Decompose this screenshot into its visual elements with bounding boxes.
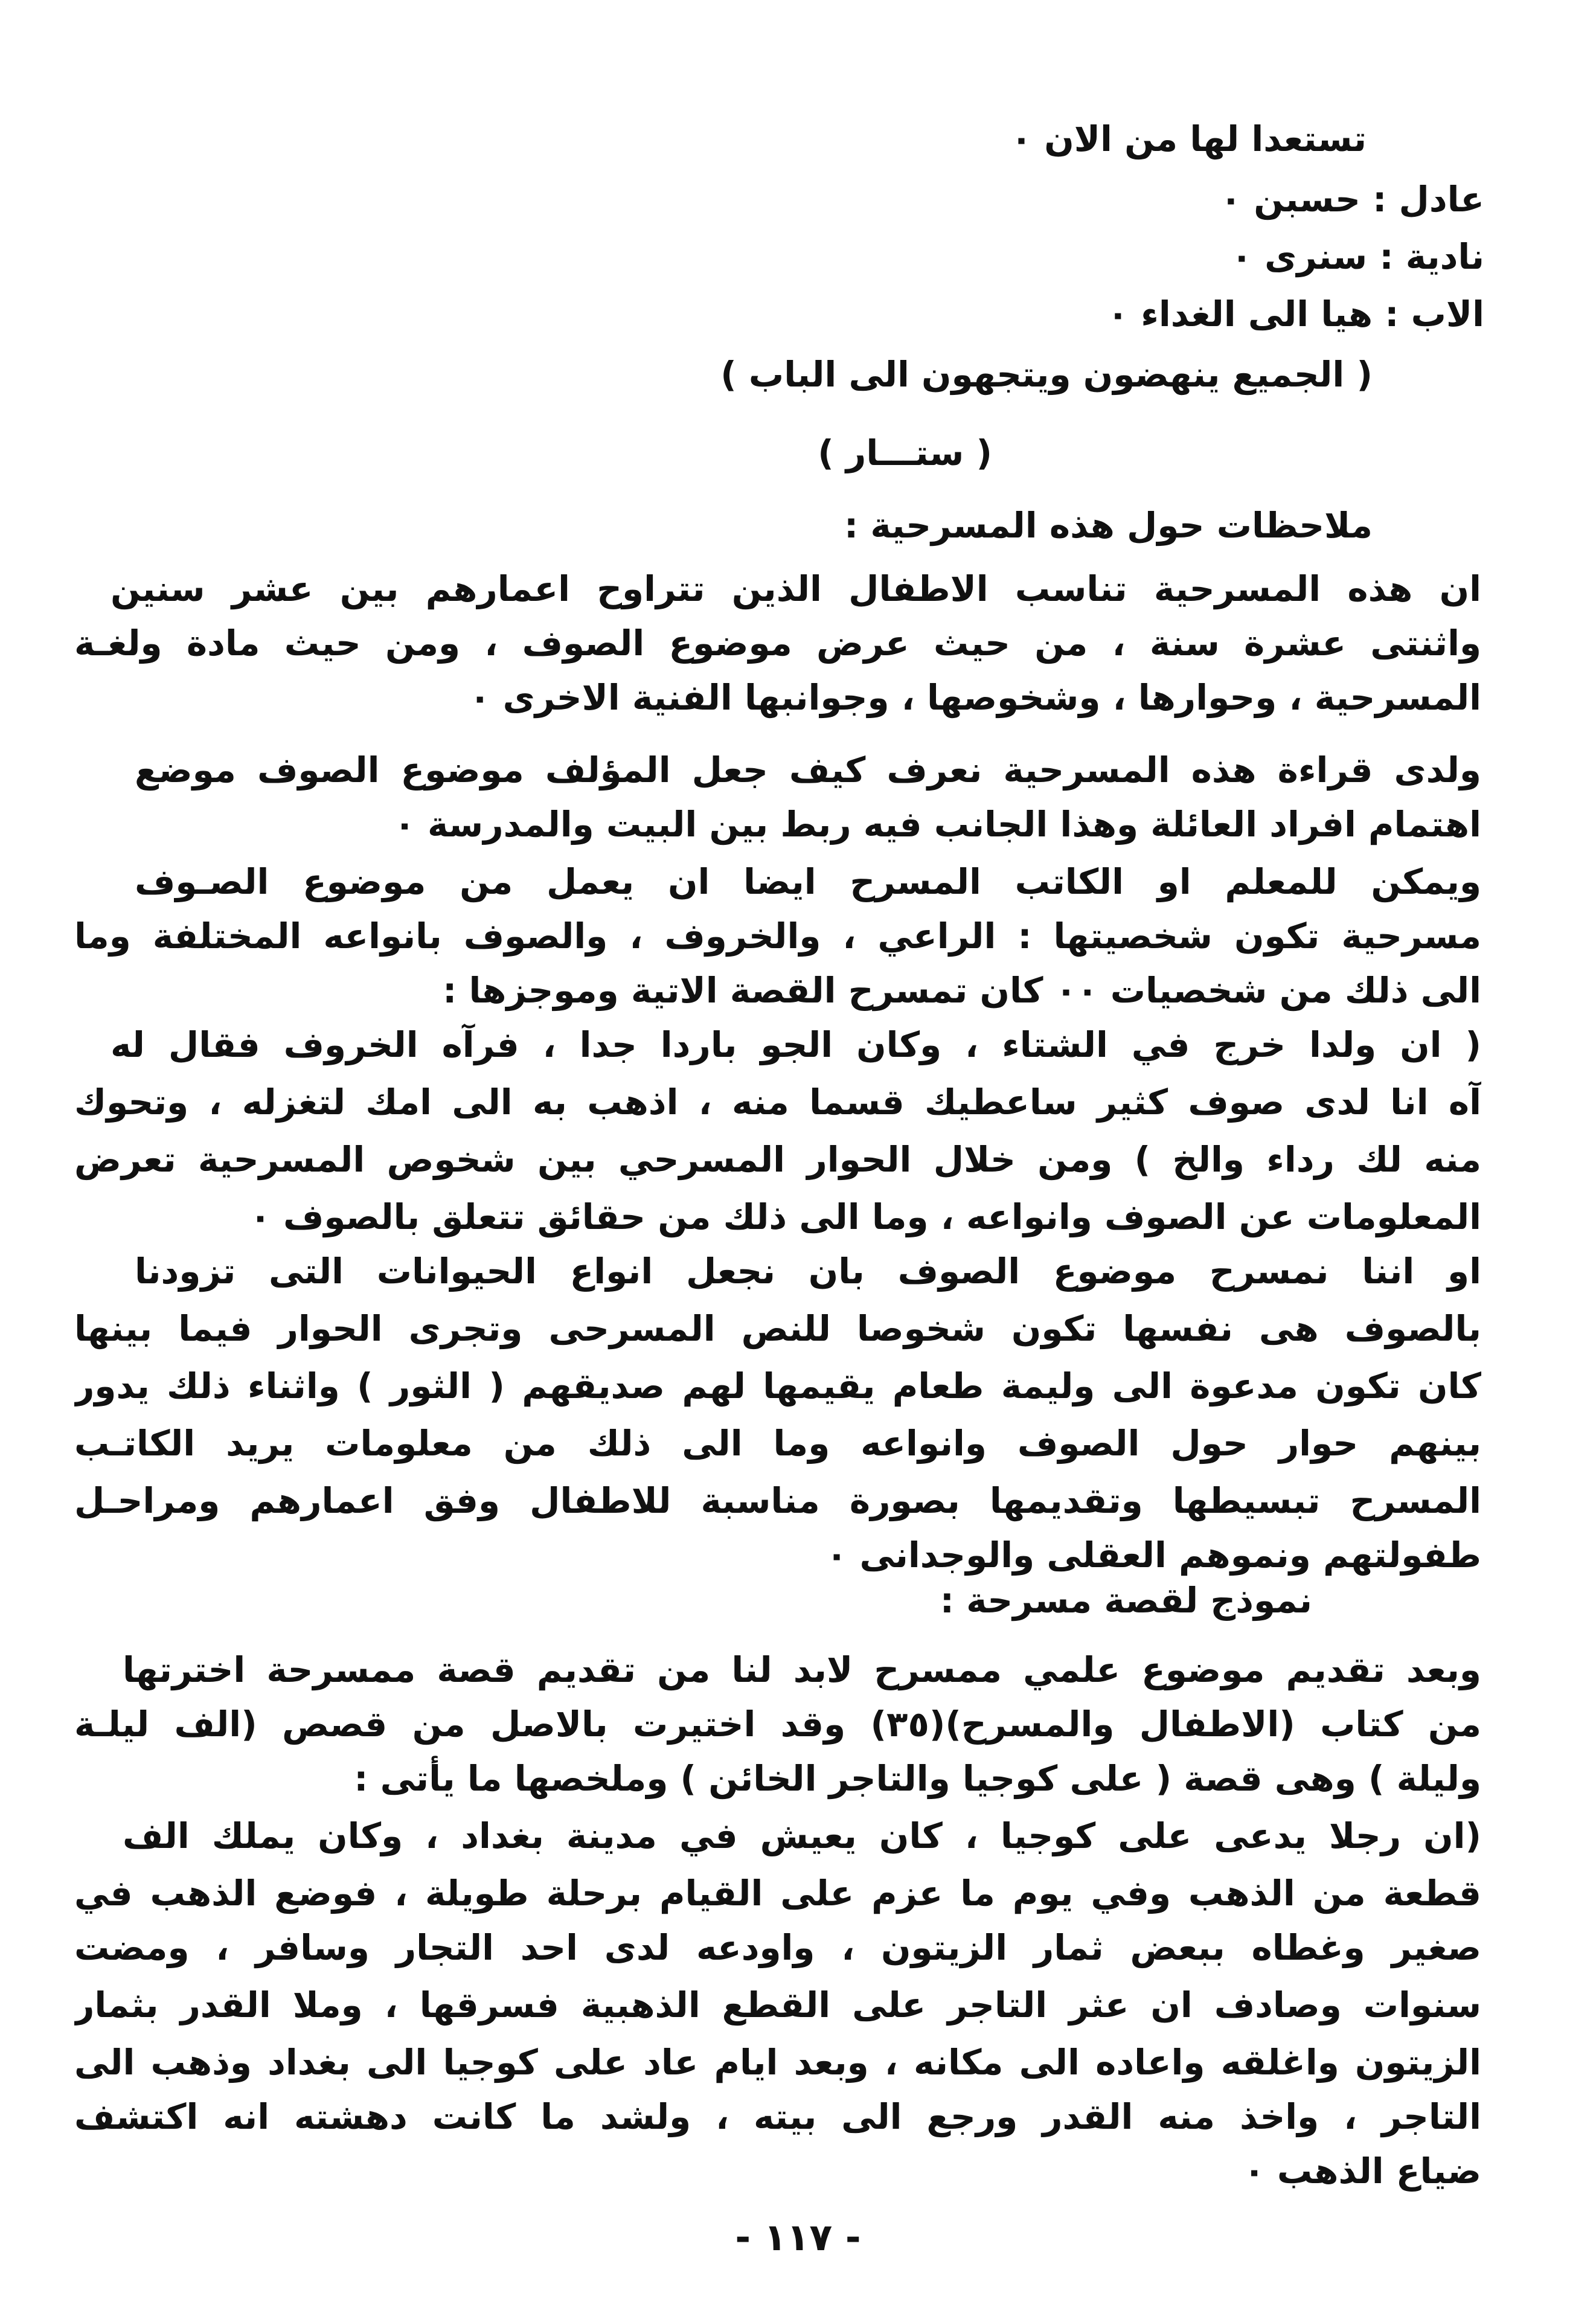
notes-line: طفولتهم ونموهم العقلى والوجدانى ٠ bbox=[825, 1535, 1481, 1576]
speaker-nadia: نادية : bbox=[1379, 236, 1484, 277]
page-number: - ١١٧ - bbox=[735, 2215, 861, 2259]
stage-direction: ( الجميع ينهضون ويتجهون الى الباب ) bbox=[720, 354, 1373, 395]
dialogue-intro: تستعدا لها من الان ٠ bbox=[1010, 118, 1367, 159]
speaker-father: الاب : bbox=[1385, 293, 1484, 335]
notes-line: منه لك رداء والخ ) ومن خلال الحوار المسرحي بين شخوص المسرحية تعرض bbox=[74, 1139, 1481, 1180]
model-line: (ان رجلا يدعى على كوجيا ، كان يعيش في مدينة بغداد ، وكان يملك الف bbox=[123, 1815, 1481, 1856]
dialogue-line-father bbox=[1107, 290, 1484, 338]
notes-line: ويمكن للمعلم او الكاتب المسرح ايضا ان يعمل من موضوع الصـوف bbox=[135, 861, 1481, 902]
notes-line: المسرح تبسيطها وتقديمها بصورة مناسبة للاطفال وفق اعمارهم ومراحـل bbox=[74, 1480, 1481, 1521]
notes-line: ( ان ولدا خرج في الشتاء ، وكان الجو باردا جدا ، فرآه الخروف فقال له bbox=[111, 1024, 1481, 1065]
notes-line: المعلومات عن الصوف وانواعه ، وما الى ذلك من حقائق تتعلق بالصوف ٠ bbox=[249, 1196, 1481, 1237]
curtain-label: ( ستـــار ) bbox=[818, 432, 992, 473]
speaker-adel: عادل : bbox=[1373, 179, 1484, 220]
dialogue-line-adel bbox=[1220, 175, 1484, 223]
speech-nadia: سنرى ٠ bbox=[1231, 236, 1368, 277]
model-line: الزيتون واغلقه واعاده الى مكانه ، وبعد ايام عاد على كوجيا الى بغداد وذهب الى bbox=[74, 2042, 1481, 2083]
notes-line: الى ذلك من شخصيات ٠٠ كان تمسرح القصة الاتية وموجزها : bbox=[443, 970, 1481, 1011]
speech-father: هيا الى الغداء ٠ bbox=[1107, 293, 1373, 335]
model-line: صغير وغطاه ببعض ثمار الزيتون ، واودعه لدى احد التجار وسافر ، ومضت bbox=[74, 1927, 1481, 1968]
notes-line: مسرحية تكون شخصيتها : الراعي ، والخروف ، والصوف بانواعه المختلفة وما bbox=[74, 916, 1481, 957]
model-line: وليلة ) وهى قصة ( على كوجيا والتاجر الخائن ) وملخصها ما يأتى : bbox=[354, 1758, 1481, 1799]
model-heading: نموذج لقصة مسرحة : bbox=[940, 1580, 1312, 1621]
notes-line: بينهم حوار حول الصوف وانواعه وما الى ذلك من معلومات يريد الكاتـب bbox=[74, 1423, 1481, 1464]
notes-line: واثنتى عشرة سنة ، من حيث عرض موضوع الصوف ، ومن حيث مادة ولغـة bbox=[74, 623, 1481, 664]
notes-line: او اننا نمسرح موضوع الصوف بان نجعل انواع الحيوانات التى تزودنا bbox=[135, 1251, 1481, 1292]
notes-line: آه انا لدى صوف كثير ساعطيك قسما منه ، اذهب به الى امك لتغزله ، وتحوك bbox=[74, 1082, 1481, 1123]
notes-line: اهتمام افراد العائلة وهذا الجانب فيه ربط بين البيت والمدرسة ٠ bbox=[394, 804, 1481, 845]
notes-line: بالصوف هى نفسها تكون شخوصا للنص المسرحى وتجرى الحوار فيما بينها bbox=[74, 1308, 1481, 1349]
notes-line: كان تكون مدعوة الى وليمة طعام يقيمها لهم صديقهم ( الثور ) واثناء ذلك يدور bbox=[74, 1365, 1481, 1406]
model-line: قطعة من الذهب وفي يوم ما عزم على القيام برحلة طويلة ، فوضع الذهب في bbox=[74, 1873, 1481, 1914]
notes-line: ولدى قراءة هذه المسرحية نعرف كيف جعل المؤلف موضوع الصوف موضع bbox=[135, 749, 1481, 791]
dialogue-line-nadia bbox=[1231, 233, 1484, 281]
notes-line: المسرحية ، وحوارها ، وشخوصها ، وجوانبها الفنية الاخرى ٠ bbox=[469, 677, 1481, 718]
model-line: من كتاب (الاطفال والمسرح)(٣٥) وقد اختيرت بالاصل من قصص (الف ليلـة bbox=[74, 1704, 1481, 1745]
model-line: سنوات وصادف ان عثر التاجر على القطع الذهبية فسرقها ، وملا القدر بثمار bbox=[74, 1984, 1481, 2026]
model-line: ضياع الذهب ٠ bbox=[1243, 2151, 1481, 2192]
model-line: التاجر ، واخذ منه القدر ورجع الى بيته ، ولشد ما كانت دهشته انه اكتشف bbox=[74, 2096, 1481, 2137]
notes-heading: ملاحظات حول هذه المسرحية : bbox=[844, 505, 1373, 546]
speech-adel: حسبن ٠ bbox=[1220, 179, 1360, 220]
model-line: وبعد تقديم موضوع علمي ممسرح لابد لنا من تقديم قصة ممسرحة اخترتها bbox=[123, 1649, 1481, 1690]
notes-line: ان هذه المسرحية تناسب الاطفال الذين تتراوح اعمارهم بين عشر سنين bbox=[111, 568, 1481, 609]
